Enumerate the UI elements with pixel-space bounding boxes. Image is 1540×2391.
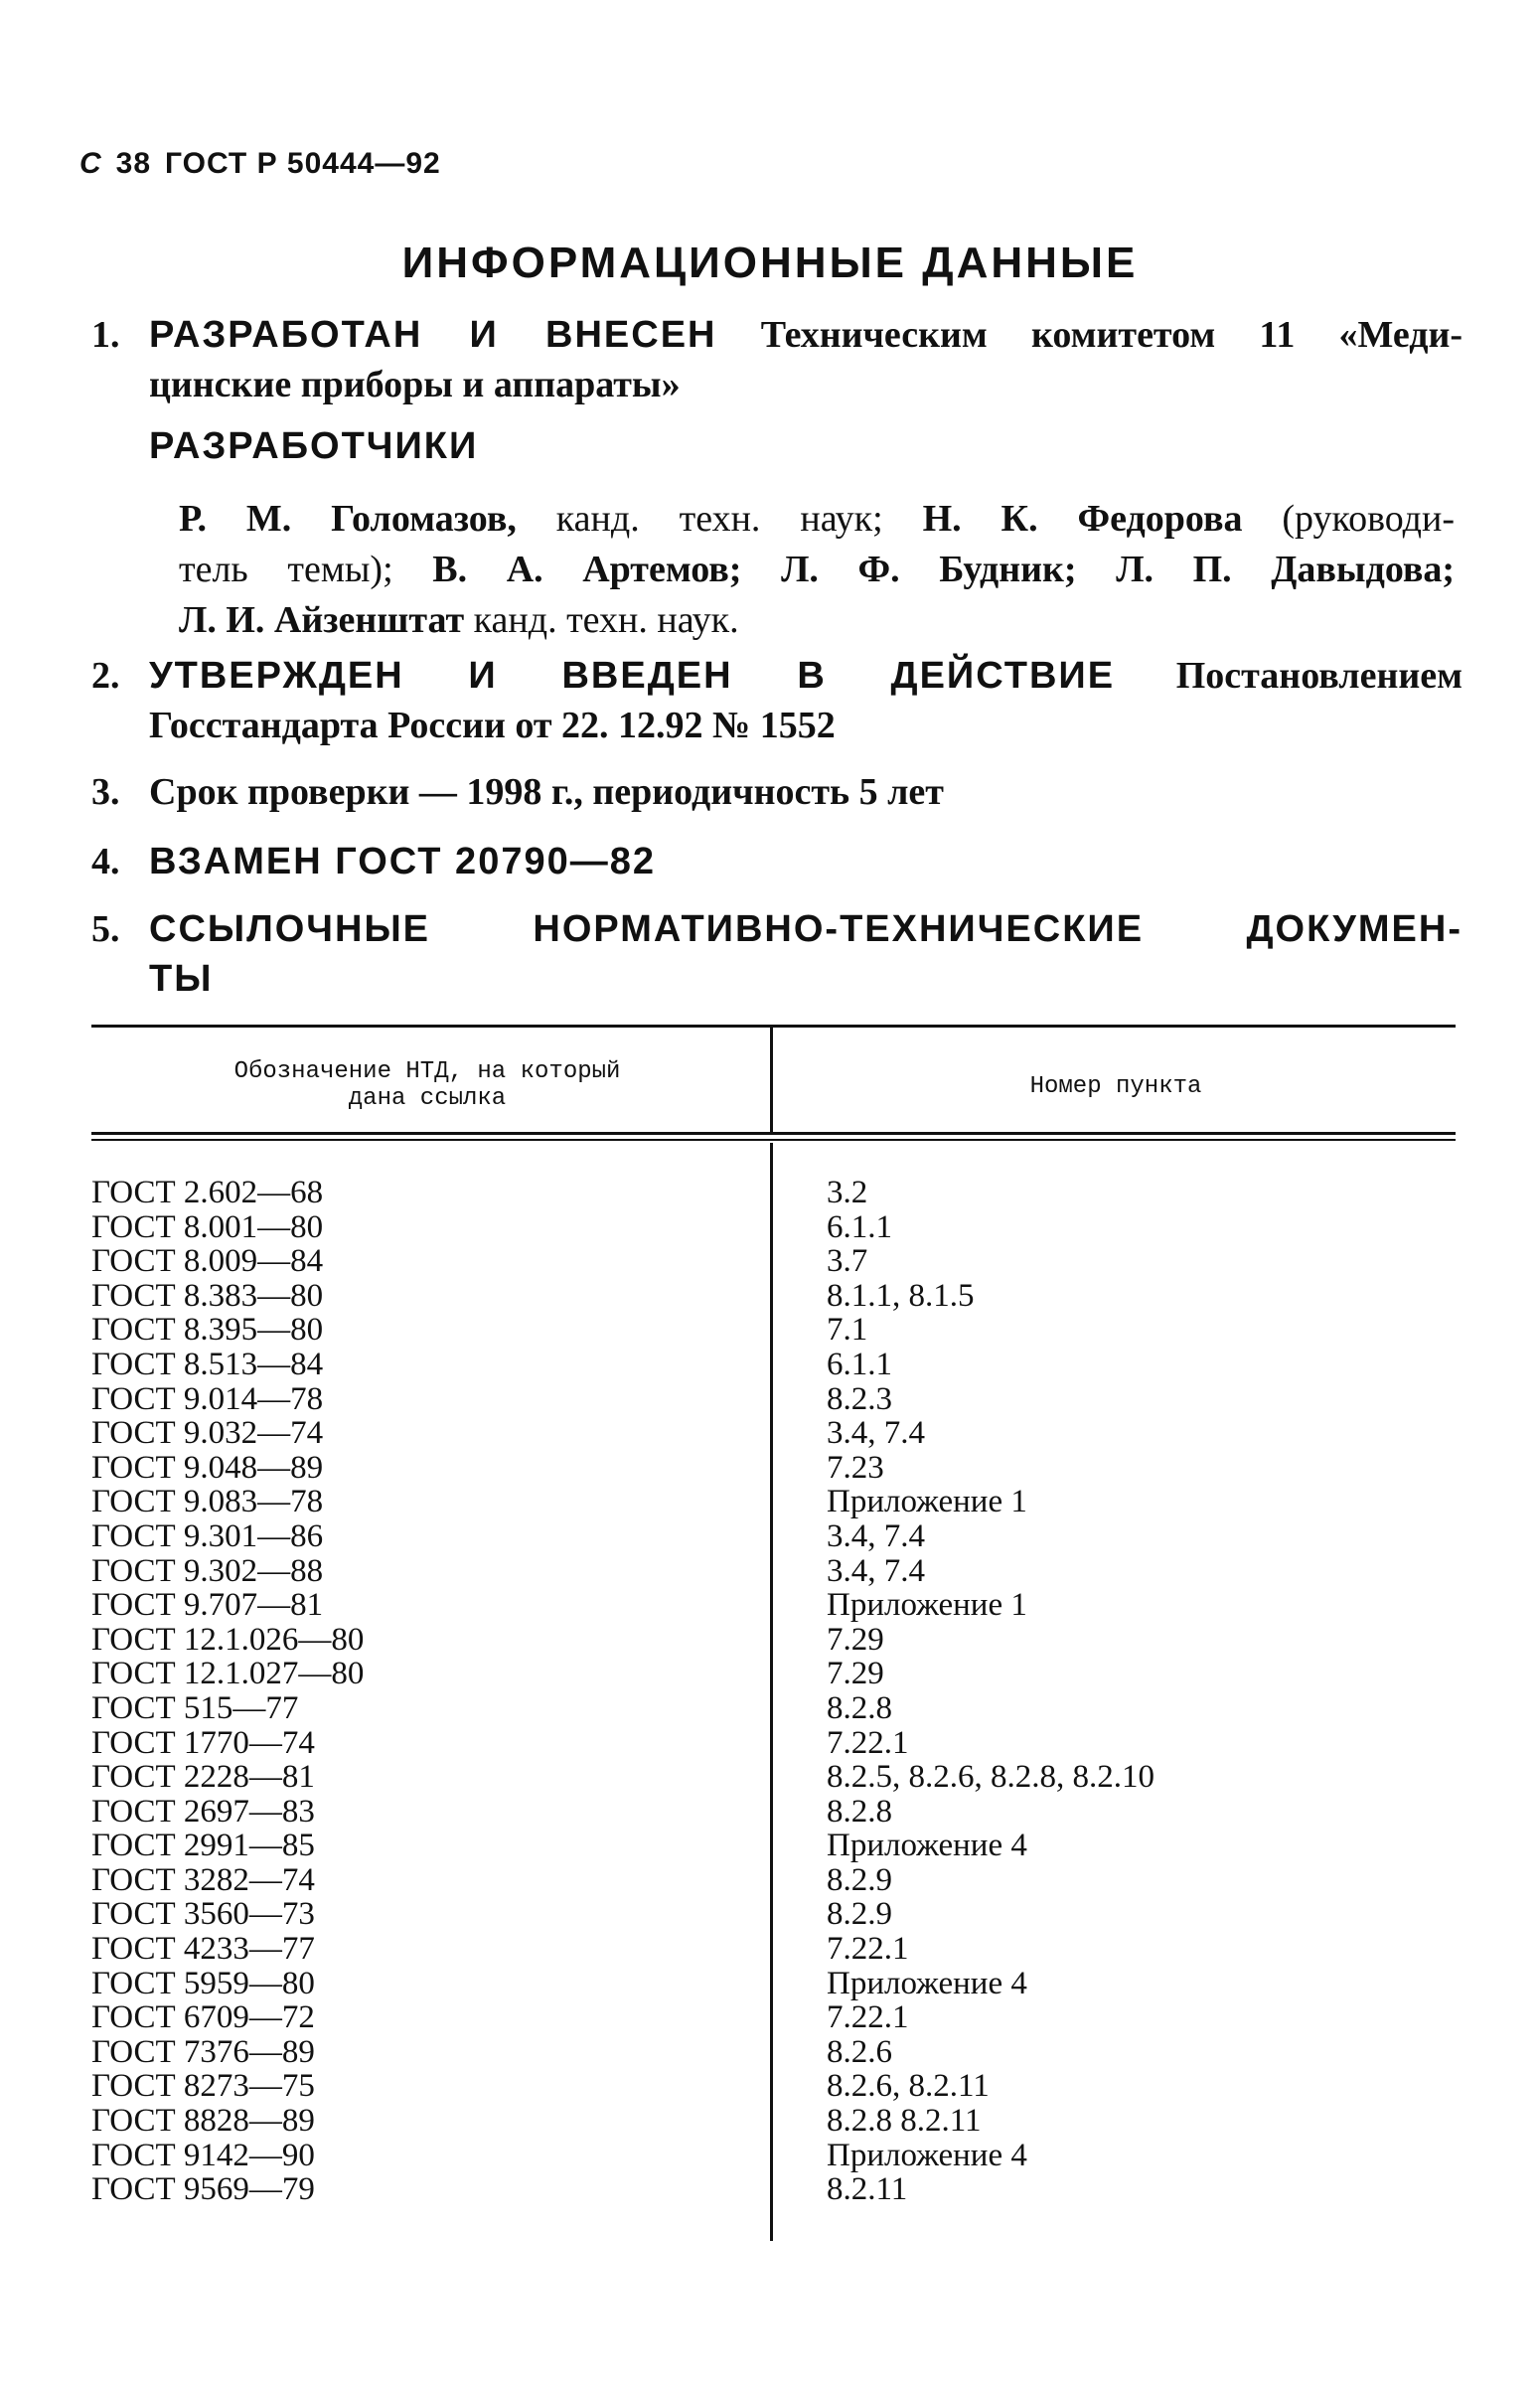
doc-column: [91, 1176, 648, 2207]
developer-name: Н. К. Федорова: [922, 498, 1243, 540]
table-cell-doc: ГОСТ 9.014—78: [91, 1380, 324, 1417]
table-cell-ref: 3.4, 7.4: [827, 1517, 925, 1554]
item-2-line-2: Госстандарта России от 22. 12.92 № 1552: [149, 705, 836, 746]
info-item-5: [91, 904, 1463, 1004]
table-cell-ref: 8.2.8: [827, 1793, 892, 1830]
item-5-line-2: ТЫ: [149, 958, 214, 1000]
table-cell-doc: ГОСТ 8273—75: [91, 2068, 315, 2105]
developers-heading: РАЗРАБОТЧИКИ: [149, 425, 479, 467]
item-number: 4.: [91, 841, 120, 882]
item-4-text: ВЗАМЕН ГОСТ 20790—82: [149, 841, 656, 882]
header-rule-2: [91, 1139, 1456, 1141]
developers-line-2: [179, 545, 1455, 595]
table-cell-ref: 6.1.1: [827, 1208, 892, 1245]
table-cell-ref: Приложение 4: [827, 1965, 1027, 2001]
item-2-lead: УТВЕРЖДЕН И ВВЕДЕН В ДЕЙСТВИЕ: [149, 655, 1116, 697]
table-cell-doc: ГОСТ 5959—80: [91, 1965, 315, 2001]
info-item-3: [91, 767, 1463, 817]
table-cell-ref: 7.29: [827, 1656, 884, 1692]
table-cell-doc: ГОСТ 9.032—74: [91, 1415, 324, 1452]
table-cell-doc: ГОСТ 2991—85: [91, 1828, 315, 1864]
table-cell-doc: ГОСТ 9569—79: [91, 2171, 315, 2208]
table-cell-doc: ГОСТ 8.383—80: [91, 1277, 324, 1314]
table-cell-doc: ГОСТ 8.395—80: [91, 1312, 324, 1349]
item-2-rest: Постановлением: [1175, 655, 1463, 697]
table-cell-ref: 3.7: [827, 1243, 868, 1280]
table-cell-doc: ГОСТ 12.1.026—80: [91, 1621, 365, 1658]
table-cell-doc: ГОСТ 9.302—88: [91, 1552, 324, 1589]
header-rule-1: [91, 1132, 1456, 1135]
table-cell-doc: ГОСТ 2.602—68: [91, 1175, 324, 1210]
table-cell-ref: 8.2.8 8.2.11: [827, 2103, 982, 2140]
item-number: 5.: [91, 908, 120, 950]
table-cell-ref: Приложение 1: [827, 1587, 1027, 1624]
table-cell-doc: ГОСТ 8828—89: [91, 2103, 315, 2140]
table-cell-ref: 7.22.1: [827, 1931, 909, 1968]
col-doc-header-line-2: дана ссылка: [348, 1085, 507, 1112]
developer-name: Л. П. Давыдова;: [1116, 549, 1456, 590]
table-cell-doc: ГОСТ 3560—73: [91, 1896, 315, 1933]
table-cell-ref: 7.22.1: [827, 1999, 909, 2036]
developer-title: канд. техн. наук.: [473, 599, 739, 641]
table-cell-ref: Приложение 4: [827, 2137, 1027, 2173]
item-1-line-2: цинские приборы и аппараты»: [149, 364, 681, 405]
developers-list: [179, 494, 1455, 646]
table-cell-doc: ГОСТ 12.1.027—80: [91, 1656, 365, 1692]
table-cell-ref: 8.2.8: [827, 1689, 892, 1726]
info-item-1: [91, 310, 1463, 409]
table-cell-doc: ГОСТ 4233—77: [91, 1931, 315, 1968]
col-doc-header: [149, 1058, 705, 1112]
table-cell-doc: ГОСТ 2697—83: [91, 1793, 315, 1830]
table-cell-doc: ГОСТ 9.301—86: [91, 1517, 324, 1554]
table-cell-ref: 8.2.6, 8.2.11: [827, 2068, 990, 2105]
table-cell-ref: 8.2.11: [827, 2171, 908, 2208]
table-cell-doc: ГОСТ 9.048—89: [91, 1449, 324, 1486]
table-cell-ref: Приложение 1: [827, 1484, 1027, 1520]
table-cell-doc: ГОСТ 9.707—81: [91, 1587, 324, 1624]
table-cell-doc: ГОСТ 1770—74: [91, 1724, 315, 1761]
running-head: [79, 147, 441, 181]
table-cell-ref: 7.23: [827, 1449, 884, 1486]
table-cell-doc: ГОСТ 9.083—78: [91, 1484, 324, 1520]
developer-name: Л. И. Айзенштат: [179, 599, 465, 641]
table-cell-ref: 8.2.3: [827, 1380, 892, 1417]
table-cell-ref: 8.1.1, 8.1.5: [827, 1277, 975, 1314]
item-1-rest: Техническим комитетом 11 «Меди-: [760, 314, 1463, 356]
body-column-divider: [770, 1143, 773, 2241]
developers-line-1: [179, 494, 1455, 545]
developer-role: (руководи-: [1282, 498, 1455, 540]
table-cell-ref: 3.4, 7.4: [827, 1552, 925, 1589]
developer-title: канд. техн. наук;: [555, 498, 883, 540]
table-cell-doc: ГОСТ 2228—81: [91, 1759, 315, 1796]
item-5-line-1: ССЫЛОЧНЫЕ НОРМАТИВНО-ТЕХНИЧЕСКИЕ ДОКУМЕН-: [149, 908, 1463, 950]
developer-name: Л. Ф. Будник;: [781, 549, 1077, 590]
item-3-text: Срок проверки — 1998 г., периодичность 5 лет: [149, 771, 944, 813]
developer-name: В. А. Артемов;: [432, 549, 742, 590]
ref-column: [827, 1176, 1463, 2207]
page-title: ИНФОРМАЦИОННЫЕ ДАННЫЕ: [401, 239, 1139, 287]
table-cell-ref: 7.22.1: [827, 1724, 909, 1761]
item-2-line-1: [149, 651, 1463, 701]
developer-name: Р. М. Голомазов,: [179, 498, 517, 540]
table-cell-ref: 3.4, 7.4: [827, 1415, 925, 1452]
item-1-lead: РАЗРАБОТАН И ВНЕСЕН: [149, 314, 717, 356]
table-cell-ref: 3.2: [827, 1175, 868, 1210]
table-cell-doc: ГОСТ 3282—74: [91, 1861, 315, 1898]
info-item-4: [91, 837, 1463, 886]
table-cell-ref: 8.2.9: [827, 1896, 892, 1933]
table-cell-ref: 8.2.6: [827, 2033, 892, 2070]
info-item-2: [91, 651, 1463, 750]
table-cell-doc: ГОСТ 9142—90: [91, 2137, 315, 2173]
table-cell-doc: ГОСТ 515—77: [91, 1689, 299, 1726]
item-number: 1.: [91, 314, 120, 356]
table-cell-doc: ГОСТ 6709—72: [91, 1999, 315, 2036]
item-number: 3.: [91, 771, 120, 813]
col-ref-header: Номер пункта: [1029, 1073, 1202, 1100]
table-cell-ref: 8.2.5, 8.2.6, 8.2.8, 8.2.10: [827, 1759, 1155, 1796]
developer-role: тель темы);: [179, 549, 393, 590]
table-cell-ref: 6.1.1: [827, 1346, 892, 1382]
page-prefix: С: [79, 147, 102, 180]
col-doc-header-line-1: Обозначение НТД, на который: [233, 1058, 621, 1085]
table-cell-doc: ГОСТ 8.009—84: [91, 1243, 324, 1280]
table-cell-doc: ГОСТ 7376—89: [91, 2033, 315, 2070]
page-number: 38: [115, 147, 152, 180]
table-cell-ref: Приложение 4: [827, 1828, 1027, 1864]
table-top-rule: [91, 1025, 1456, 1028]
developers-line-3: [179, 595, 1455, 646]
table-cell-doc: ГОСТ 8.001—80: [91, 1208, 324, 1245]
table-cell-doc: ГОСТ 8.513—84: [91, 1346, 324, 1382]
standard-designation: ГОСТ Р 50444—92: [165, 147, 441, 180]
item-1-line-1: [149, 310, 1463, 360]
item-number: 2.: [91, 655, 120, 697]
table-cell-ref: 8.2.9: [827, 1861, 892, 1898]
table-cell-ref: 7.29: [827, 1621, 884, 1658]
table-cell-ref: 7.1: [827, 1312, 868, 1349]
